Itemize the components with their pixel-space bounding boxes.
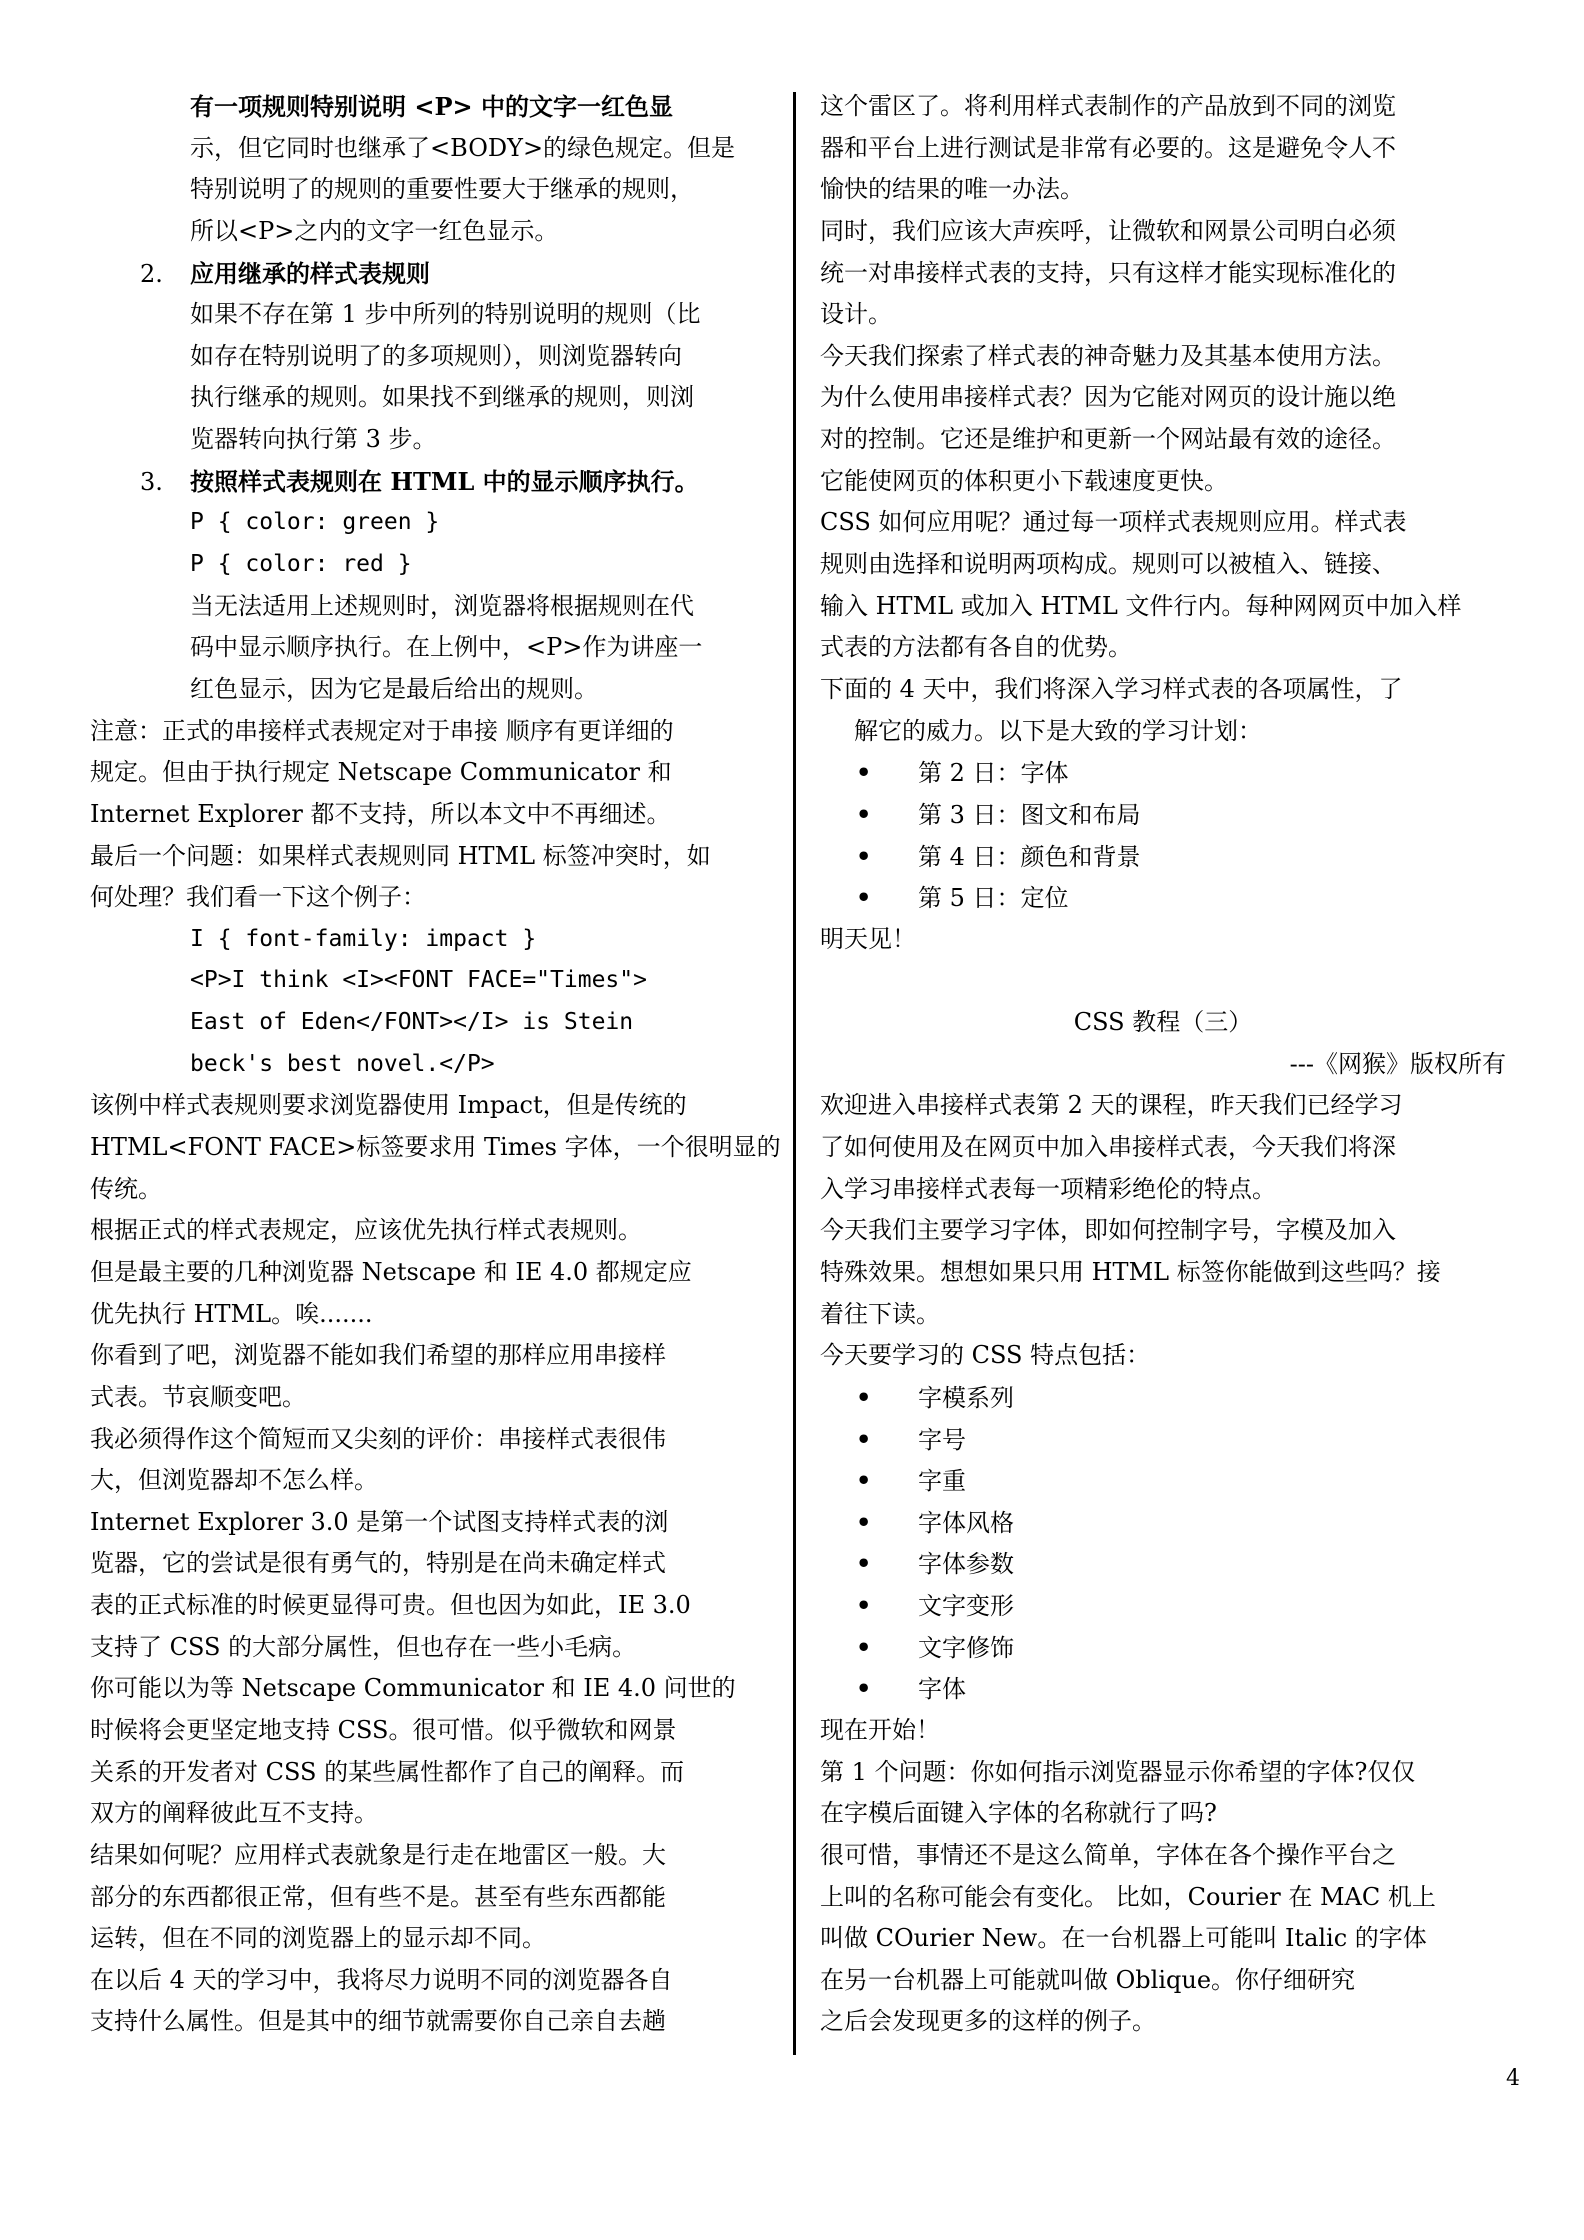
bullet-text: 文字修饰: [918, 1633, 1014, 1662]
text-line: 同时，我们应该大声疾呼，让微软和网景公司明白必须: [820, 216, 1396, 245]
bullet-text: 文字变形: [918, 1592, 1014, 1621]
text-line: 如存在特别说明了的多项规则），则浏览器转向: [190, 341, 682, 370]
text-line: 所以<P>之内的文字一红色显示。: [190, 216, 559, 245]
bullet-list-item: [820, 1543, 1506, 1585]
bullet-icon: •: [856, 1674, 872, 1704]
text-line: 它能使网页的体积更小下载速度更快。: [820, 466, 1228, 495]
bullet-text: 字体: [918, 1675, 966, 1704]
right-text-column: [820, 86, 1506, 2043]
bullet-icon: •: [856, 1632, 872, 1662]
text-line: 今天我们探索了样式表的神奇魅力及其基本使用方法。: [820, 341, 1396, 370]
bullet-list-item: [820, 1627, 1506, 1669]
bullet-list-item: [820, 794, 1506, 836]
text-line: 时候将会更坚定地支持 CSS。很可惜。似乎微软和网景: [90, 1715, 677, 1744]
text-line: 你看到了吧，浏览器不能如我们希望的那样应用串接样: [90, 1341, 666, 1370]
text-line: 对的控制。它还是维护和更新一个网站最有效的途径。: [820, 425, 1396, 454]
text-line: 解它的威力。以下是大致的学习计划：: [854, 716, 1262, 745]
bullet-icon: •: [856, 1466, 872, 1496]
text-line: 上叫的名称可能会有变化。 比如，Courier 在 MAC 机上: [820, 1882, 1436, 1911]
text-line: 码中显示顺序执行。在上例中，<P>作为讲座一: [190, 633, 703, 662]
text-line: 很可惜，事情还不是这么简单，字体在各个操作平台之: [820, 1840, 1396, 1869]
bullet-list-item: [820, 1419, 1506, 1461]
bullet-icon: •: [856, 1424, 872, 1454]
text-line: 红色显示，因为它是最后给出的规则。: [190, 674, 598, 703]
text-line: 今天要学习的 CSS 特点包括：: [820, 1341, 1151, 1370]
text-line: 今天我们主要学习字体，即如何控制字号，字模及加入: [820, 1216, 1396, 1245]
text-line: 规则由选择和说明两项构成。规则可以被植入、链接、: [820, 550, 1396, 579]
bullet-list-item: [820, 1502, 1506, 1544]
text-line: 传统。: [90, 1174, 162, 1203]
column-divider: [793, 92, 796, 2055]
text-line: 关系的开发者对 CSS 的某些属性都作了自己的阐释。而: [90, 1757, 685, 1786]
numbered-heading: [90, 461, 770, 503]
text-line: 设计。: [820, 300, 892, 329]
bullet-icon: •: [856, 758, 872, 788]
text-line: [820, 960, 1506, 1002]
text-line: 这个雷区了。将利用样式表制作的产品放到不同的浏览: [820, 92, 1396, 120]
code-line: East of Eden</FONT></I> is Stein: [190, 1009, 634, 1036]
bullet-icon: •: [856, 799, 872, 829]
bullet-text: 字模系列: [918, 1383, 1014, 1412]
heading-text: 按照样式表规则在 HTML 中的显示顺序执行。: [190, 466, 699, 496]
bullet-text: 字重: [918, 1467, 966, 1496]
text-line: 着往下读。: [820, 1299, 940, 1328]
text-line: 何处理？我们看一下这个例子：: [90, 883, 426, 912]
text-line: 特殊效果。想想如果只用 HTML 标签你能做到这些吗？接: [820, 1257, 1441, 1286]
text-line: 第 1 个问题：你如何指示浏览器显示你希望的字体?仅仅: [820, 1757, 1416, 1786]
text-line: 特别说明了的规则的重要性要大于继承的规则，: [190, 175, 694, 204]
code-line: P { color: green }: [190, 509, 440, 536]
text-line: 叫做 COurier New。在一台机器上可能叫 Italic 的字体: [820, 1924, 1427, 1953]
text-line: 支持什么属性。但是其中的细节就需要你自己亲自去趟: [90, 2007, 666, 2036]
text-line: 在另一台机器上可能就叫做 Oblique。你仔细研究: [820, 1965, 1356, 1994]
text-line: 示，但它同时也继承了<BODY>的绿色规定。但是: [190, 133, 736, 162]
text-line: 最后一个问题：如果样式表规则同 HTML 标签冲突时，如: [90, 841, 711, 870]
text-line: 大，但浏览器却不怎么样。: [90, 1466, 378, 1495]
bullet-text: 第 3 日：图文和布局: [918, 800, 1141, 829]
text-line: 欢迎进入串接样式表第 2 天的课程，昨天我们已经学习: [820, 1091, 1403, 1120]
left-text-column: [90, 86, 781, 2043]
list-number: 2.: [140, 259, 163, 288]
code-line: I { font-family: impact }: [190, 925, 537, 952]
numbered-heading: [90, 253, 770, 295]
bullet-list-item: [820, 1668, 1506, 1710]
text-line: Internet Explorer 3.0 是第一个试图支持样式表的浏: [90, 1507, 669, 1536]
text-line: 览器，它的尝试是很有勇气的，特别是在尚未确定样式: [90, 1549, 666, 1578]
text-line: 你可能以为等 Netscape Communicator 和 IE 4.0 问世的: [90, 1674, 736, 1703]
text-line: 规定。但由于执行规定 Netscape Communicator 和: [90, 758, 672, 787]
text-line: 运转，但在不同的浏览器上的显示却不同。: [90, 1924, 546, 1953]
bullet-list-item: [820, 752, 1506, 794]
text-line: 如果不存在第 1 步中所列的特别说明的规则（比: [190, 300, 701, 329]
text-line: 为什么使用串接样式表？因为它能对网页的设计施以绝: [820, 383, 1396, 412]
bullet-icon: •: [856, 1591, 872, 1621]
text-line: 下面的 4 天中，我们将深入学习样式表的各项属性，了: [820, 674, 1403, 703]
bullet-list-item: [820, 836, 1506, 878]
text-line: 览器转向执行第 3 步。: [190, 425, 437, 454]
bullet-text: 字号: [918, 1425, 966, 1454]
bullet-list-item: [820, 1585, 1506, 1627]
text-line: 双方的阐释彼此互不支持。: [90, 1799, 378, 1828]
text-line: 支持了 CSS 的大部分属性，但也存在一些小毛病。: [90, 1632, 637, 1661]
text-line: 优先执行 HTML。唉.......: [90, 1299, 373, 1328]
text-line: 统一对串接样式表的支持，只有这样才能实现标准化的: [820, 258, 1396, 287]
text-line: 表的正式标准的时候更显得可贵。但也因为如此，IE 3.0: [90, 1591, 691, 1620]
text-line: 式表的方法都有各自的优势。: [820, 633, 1132, 662]
text-line: HTML<FONT FACE>标签要求用 Times 字体，一个很明显的: [90, 1133, 781, 1162]
text-line: 我必须得作这个简短而又尖刻的评价：串接样式表很伟: [90, 1424, 666, 1453]
bullet-icon: •: [856, 1382, 872, 1412]
bullet-text: 字体参数: [918, 1550, 1014, 1579]
code-line: P { color: red }: [190, 551, 412, 578]
bullet-icon: •: [856, 1549, 872, 1579]
text-line: 根据正式的样式表规定，应该优先执行样式表规则。: [90, 1216, 642, 1245]
text-line: 在以后 4 天的学习中，我将尽力说明不同的浏览器各自: [90, 1965, 673, 1994]
page-number: 4: [1506, 2066, 1520, 2091]
copyright-line: ---《网猴》版权所有: [1289, 1049, 1506, 1078]
text-line: 结果如何呢？应用样式表就象是行走在地雷区一般。大: [90, 1840, 666, 1869]
text-line: CSS 如何应用呢？通过每一项样式表规则应用。样式表: [820, 508, 1407, 537]
text-line: 注意：正式的串接样式表规定对于串接 顺序有更详细的: [90, 716, 674, 745]
text-line: 器和平台上进行测试是非常有必要的。这是避免令人不: [820, 133, 1396, 162]
bullet-list-item: [820, 877, 1506, 919]
bullet-icon: •: [856, 841, 872, 871]
code-line: beck's best novel.</P>: [190, 1050, 495, 1077]
bullet-text: 第 4 日：颜色和背景: [918, 842, 1141, 871]
text-line: 部分的东西都很正常，但有些不是。甚至有些东西都能: [90, 1882, 666, 1911]
text-line: Internet Explorer 都不支持，所以本文中不再细述。: [90, 799, 671, 828]
bullet-text: 第 2 日：字体: [918, 759, 1069, 788]
text-line: 在字模后面键入字体的名称就行了吗?: [820, 1799, 1217, 1828]
text-line: 愉快的结果的唯一办法。: [820, 175, 1084, 204]
bullet-icon: •: [856, 1507, 872, 1537]
text-line: 执行继承的规则。如果找不到继承的规则，则浏: [190, 383, 694, 412]
text-line: 之后会发现更多的这样的例子。: [820, 2007, 1156, 2036]
bullet-text: 字体风格: [918, 1508, 1014, 1537]
text-line: 输入 HTML 或加入 HTML 文件行内。每种网网页中加入样: [820, 591, 1462, 620]
text-line: 入学习串接样式表每一项精彩绝伦的特点。: [820, 1174, 1276, 1203]
text-line: 该例中样式表规则要求浏览器使用 Impact，但是传统的: [90, 1091, 687, 1120]
text-line: 当无法适用上述规则时，浏览器将根据规则在代: [190, 591, 694, 620]
heading-text: 应用继承的样式表规则: [190, 258, 430, 288]
bullet-list-item: [820, 1377, 1506, 1419]
text-line: 明天见！: [820, 924, 916, 953]
section-title: CSS 教程（三）: [1073, 1008, 1253, 1037]
text-line: 有一项规则特别说明 <P> 中的文字一红色显: [190, 92, 673, 121]
list-number: 3.: [140, 467, 163, 496]
code-line: <P>I think <I><FONT FACE="Times">: [190, 967, 647, 994]
text-line: 了如何使用及在网页中加入串接样式表，今天我们将深: [820, 1133, 1396, 1162]
bullet-list-item: [820, 1460, 1506, 1502]
text-line: 但是最主要的几种浏览器 Netscape 和 IE 4.0 都规定应: [90, 1257, 692, 1286]
bullet-text: 第 5 日：定位: [918, 884, 1069, 913]
bullet-icon: •: [856, 883, 872, 913]
text-line: 式表。节哀顺变吧。: [90, 1382, 306, 1411]
text-line: 现在开始！: [820, 1715, 940, 1744]
